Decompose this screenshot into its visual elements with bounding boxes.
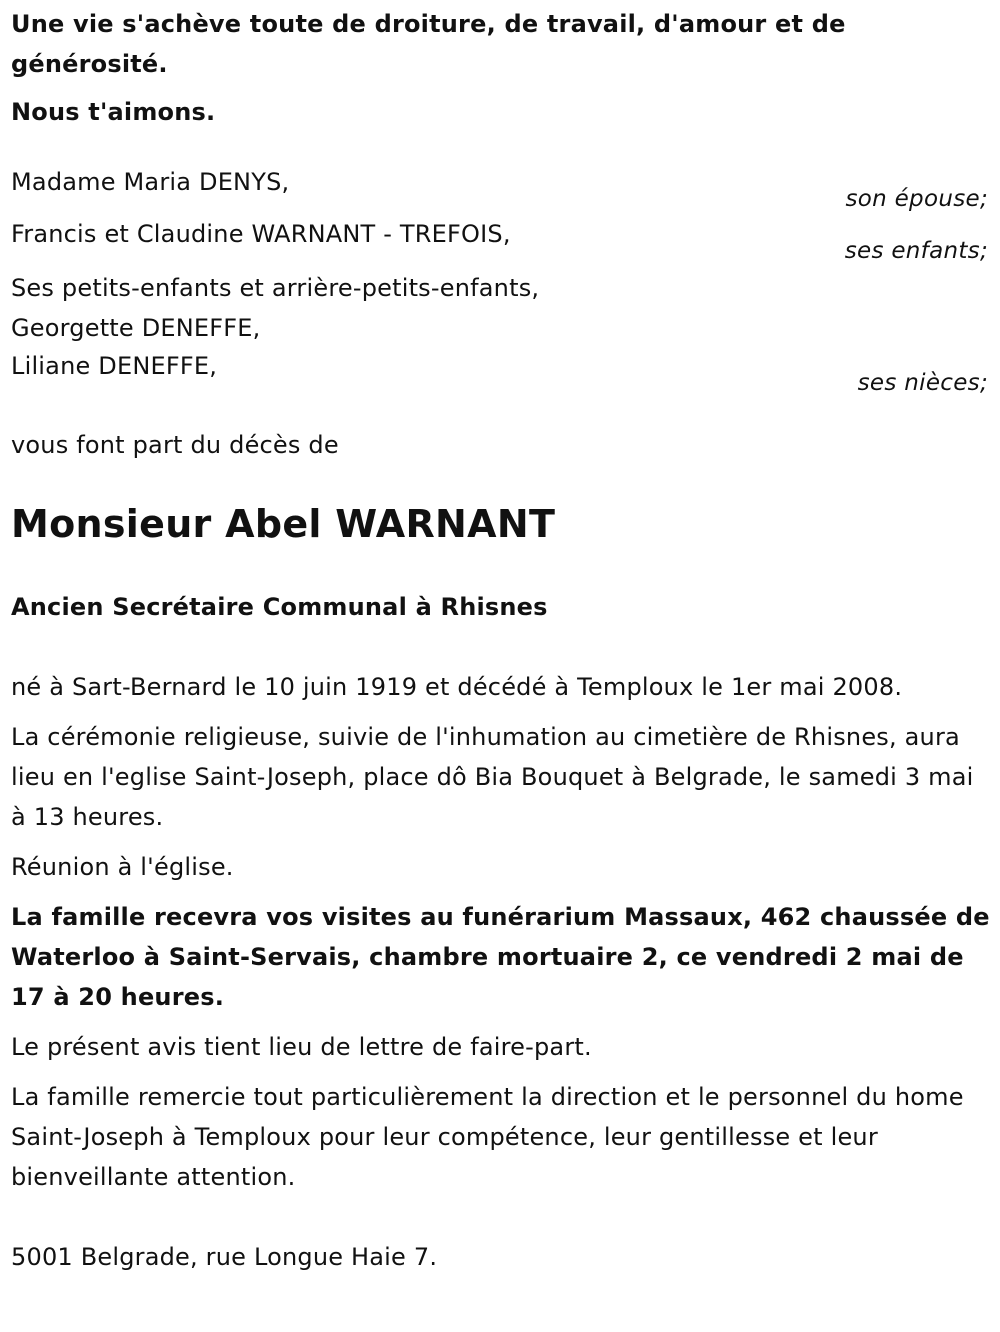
deceased-name: Monsieur Abel WARNANT	[11, 502, 556, 546]
relation-children: ses enfants;	[844, 238, 988, 264]
love-line: Nous t'aimons.	[11, 98, 216, 126]
relation-spouse: son épouse;	[845, 186, 988, 212]
announce-line: vous font part du décès de	[11, 431, 339, 459]
notice-line: Le présent avis tient lieu de lettre de faire-part.	[11, 1033, 592, 1061]
tagline: Une vie s'achève toute de droiture, de travail, d'amour et de générosité.	[11, 10, 846, 78]
meeting-line: Réunion à l'église.	[11, 853, 234, 881]
thanks-paragraph: La famille remercie tout particulièrement la direction et le personnel du home Saint-Joseph à Temploux pour leur compétence, leur gentillesse et leur bienveillante attention.	[11, 1083, 964, 1191]
ceremony-paragraph: La cérémonie religieuse, suivie de l'inhumation au cimetière de Rhisnes, aura lieu en l'eglise Saint-Joseph, place dô Bia Bouquet à Belgrade, le samedi 3 mai à 13 heures.	[11, 723, 974, 831]
deceased-title: Ancien Secrétaire Communal à Rhisnes	[11, 593, 548, 621]
relation-nieces: ses nièces;	[857, 370, 988, 396]
family-line: Georgette DENEFFE,	[11, 314, 261, 342]
birth-death-line: né à Sart-Bernard le 10 juin 1919 et décédé à Temploux le 1er mai 2008.	[11, 673, 903, 701]
address-line: 5001 Belgrade, rue Longue Haie 7.	[11, 1243, 438, 1271]
family-line: Madame Maria DENYS,	[11, 168, 290, 196]
visits-paragraph: La famille recevra vos visites au funérarium Massaux, 462 chaussée de Waterloo à Saint-Servais, chambre mortuaire 2, ce vendredi 2 mai de 17 à 20 heures.	[11, 903, 990, 1011]
family-line: Ses petits-enfants et arrière-petits-enfants,	[11, 274, 540, 302]
family-line: Liliane DENEFFE,	[11, 352, 218, 380]
family-line: Francis et Claudine WARNANT - TREFOIS,	[11, 220, 511, 248]
